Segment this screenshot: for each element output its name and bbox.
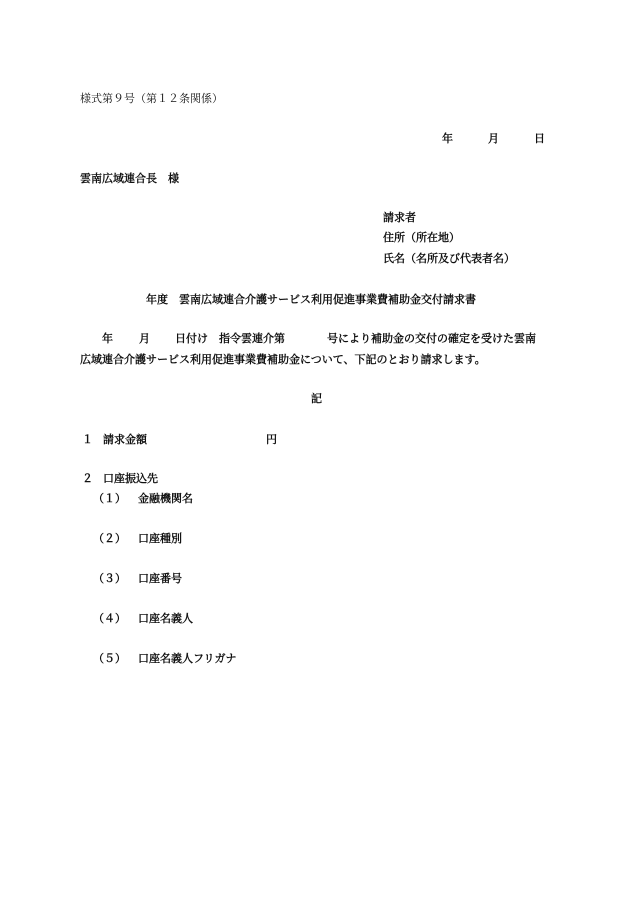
section-1-unit: 円 [266,433,277,446]
claimant-name: 氏名（名所及び代表者名） [383,252,515,265]
item-label: 口座種別 [138,532,182,545]
item-number: （２） [93,532,126,545]
section-2-number: ２ [82,472,93,485]
addressee: 雲南広域連合長 様 [80,172,179,185]
body-month: 月 [139,332,150,345]
claimant-address: 住所（所在地） [383,231,460,244]
date-day: 日 [534,132,545,145]
item-label: 口座番号 [138,572,182,585]
date-year: 年 [442,132,453,145]
item-number: （４） [93,612,126,625]
item-number: （１） [93,492,126,505]
body-day-directive: 日付け 指令雲連介第 [175,332,285,345]
date-month: 月 [488,132,499,145]
section-1-label: 請求金額 [103,433,147,446]
section-2-label: 口座振込先 [103,472,158,485]
item-number: （３） [93,572,126,585]
ki-heading: 記 [311,392,322,405]
item-number: （５） [93,652,126,665]
body-year: 年 [102,332,113,345]
item-label: 口座名義人フリガナ [138,652,237,665]
item-label: 口座名義人 [138,612,193,625]
section-1-number: １ [82,433,93,446]
body-number-text: 号により補助金の交付の確定を受けた雲南 [327,332,536,345]
form-number: 様式第９号（第１２条関係） [80,92,223,105]
body-line-2: 広域連合介護サービス利用促進事業費補助金について、下記のとおり請求します。 [80,353,486,366]
item-label: 金融機関名 [138,492,193,505]
document-title: 年度 雲南広域連合介護サービス利用促進事業費補助金交付請求書 [146,293,476,306]
claimant-label: 請求者 [383,211,416,224]
